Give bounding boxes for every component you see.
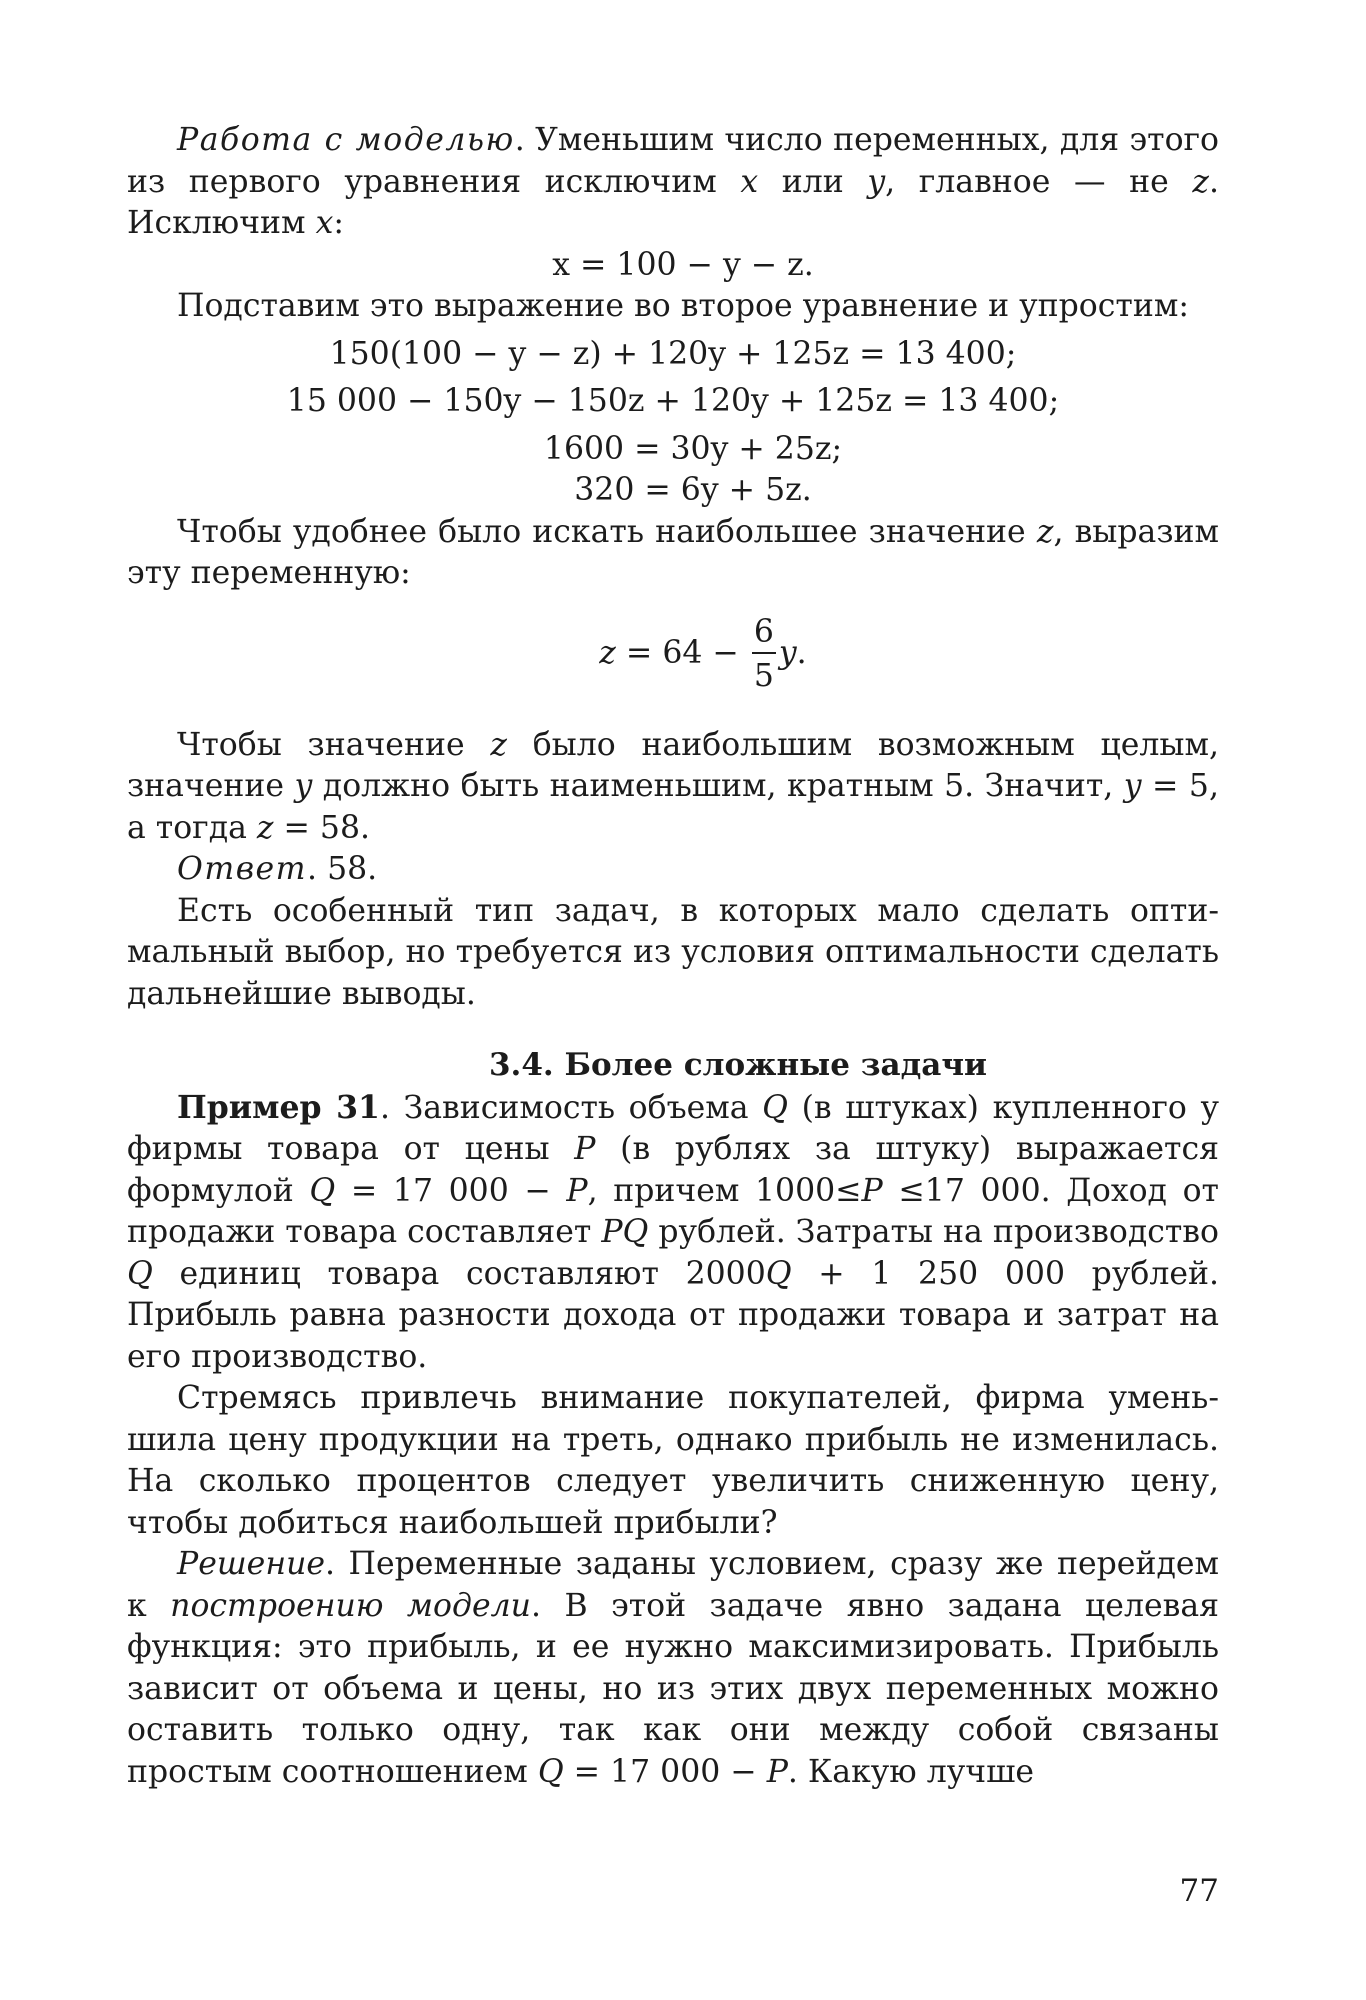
paragraph-conclusion: Чтобы значение z было наибольшим возможным целым, значение y должно быть наименьшим, кратным 5. Значит, y = 5, а тогда z = 58. — [127, 726, 1219, 846]
page-number: 77 — [1179, 1873, 1219, 1909]
fraction-numerator: 6 — [753, 613, 774, 650]
equation-x: x = 100 − y − z. — [552, 246, 814, 283]
equation-3: 1600 = 30y + 25z; — [543, 430, 843, 467]
page-text — [127, 120, 1219, 1793]
paragraph-question: Стремясь привлечь внимание покупателей, фирма уменьшила цену продукции на треть, однако прибыль не изменилась. На сколько процентов следует увеличить сниженную цену, чтобы добиться наибольшей прибыли? — [127, 1380, 1219, 1541]
answer-line — [127, 849, 1219, 891]
paragraph-express: Чтобы удобнее было искать наибольшее значение z, выразим эту переменную: — [127, 513, 1219, 591]
equation-2: 15 000 − 150y − 150z + 120y + 125z = 13 400; — [286, 383, 1060, 419]
equation-4: 320 = 6y + 5z. — [574, 472, 812, 508]
fraction-denominator: 5 — [752, 652, 776, 694]
section-heading: 3.4. Более сложные задачи — [488, 1047, 988, 1083]
answer-value: . 58. — [307, 851, 378, 887]
example-label: Пример 31 — [177, 1088, 380, 1126]
model-work-label: Работа с моделью — [177, 122, 515, 158]
example-31: Пример 31. Зависимость объема Q (в штуках) купленного у фирмы товара от цены P (в рублях за штуку) выражается формулой Q = 17 000 − P, причем 1000≤P ≤17 000. Доход от продажи товара составляет PQ рублей. Затраты на производство Q единиц товара составляют 2000Q + 1 250 000 рублей. Прибыль равна разности дохода от продажи товара и затрат на его производство. — [127, 1088, 1219, 1375]
fraction-equation: z = 64 − $\frac{6}{5}$ y . — [599, 613, 807, 694]
paragraph-substitute: Подставим это выражение во второе уравнение и упростим: — [177, 288, 1189, 324]
fraction — [752, 614, 776, 694]
paragraph-solution: Решение. Переменные заданы условием, сразу же перейдем к построению модели. В этой задаче явно задана целевая функция: это прибыль, и ее нужно максимизировать. Прибыль зависит от объема и цены, но из этих двух переменных можно оставить только одну, так как они между собой связаны простым соотношением Q = 17 000 − P. Какую лучше — [127, 1546, 1219, 1790]
solution-label: Решение — [177, 1546, 325, 1582]
paragraph-special-type: Есть особенный тип задач, в которых мало сделать оптимальный выбор, но требуется из условия оптимальности сделать дальнейшие выводы. — [127, 892, 1219, 1012]
answer-label: Ответ — [177, 851, 308, 887]
solution-emphasis: построению модели — [170, 1587, 531, 1624]
equation-1: 150(100 − y − z) + 120y + 125z = 13 400; — [329, 335, 1017, 372]
paragraph-model-work: Работа с моделью. Уменьшим число переменных, для этого из первого уравнения исключим x или y, главное — не z. Исключим x: — [127, 122, 1219, 241]
